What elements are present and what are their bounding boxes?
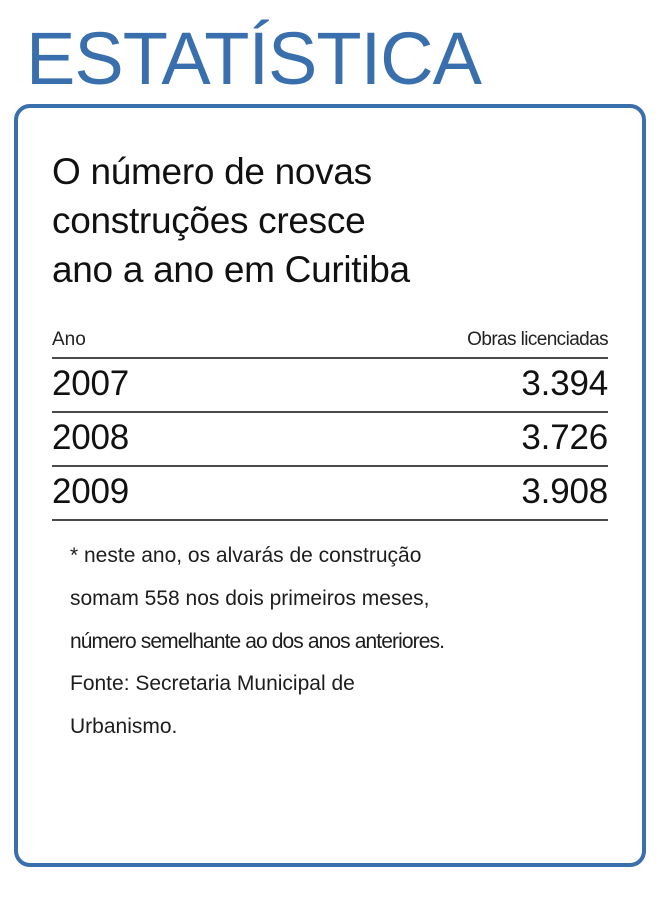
- source-line-1: Fonte: Secretaria Municipal de: [70, 672, 355, 696]
- table-row: [52, 412, 608, 466]
- card-title-line-3: ano a ano em Curitiba: [52, 248, 410, 290]
- row-year: 2007: [52, 358, 319, 412]
- statistics-table: [52, 329, 608, 521]
- column-header-licensed-works: Obras licenciadas: [319, 329, 608, 358]
- footnote-line-3: número semelhante ao dos anos anteriores.: [70, 629, 445, 653]
- footnotes: [52, 543, 608, 741]
- card-title-line-2: construções cresce: [52, 200, 366, 242]
- card-title: [52, 148, 608, 294]
- table-row: [52, 466, 608, 520]
- table-body: [52, 358, 608, 520]
- row-value: 3.908: [319, 466, 608, 520]
- row-value: 3.394: [319, 358, 608, 412]
- page-title: ESTATÍSTICA: [26, 17, 481, 100]
- row-year: 2008: [52, 412, 319, 466]
- statistic-card: [14, 104, 646, 867]
- footnote-line-1: * neste ano, os alvarás de construção: [70, 543, 422, 567]
- column-header-year: Ano: [52, 329, 319, 358]
- row-value: 3.726: [319, 412, 608, 466]
- table-row: [52, 358, 608, 412]
- row-year: 2009: [52, 466, 319, 520]
- table-header: [52, 329, 608, 358]
- card-title-line-1: O número de novas: [52, 151, 372, 193]
- source-line-2: Urbanismo.: [70, 715, 178, 739]
- footnote-line-2: somam 558 nos dois primeiros meses,: [70, 586, 430, 610]
- table-header-row: [52, 329, 608, 358]
